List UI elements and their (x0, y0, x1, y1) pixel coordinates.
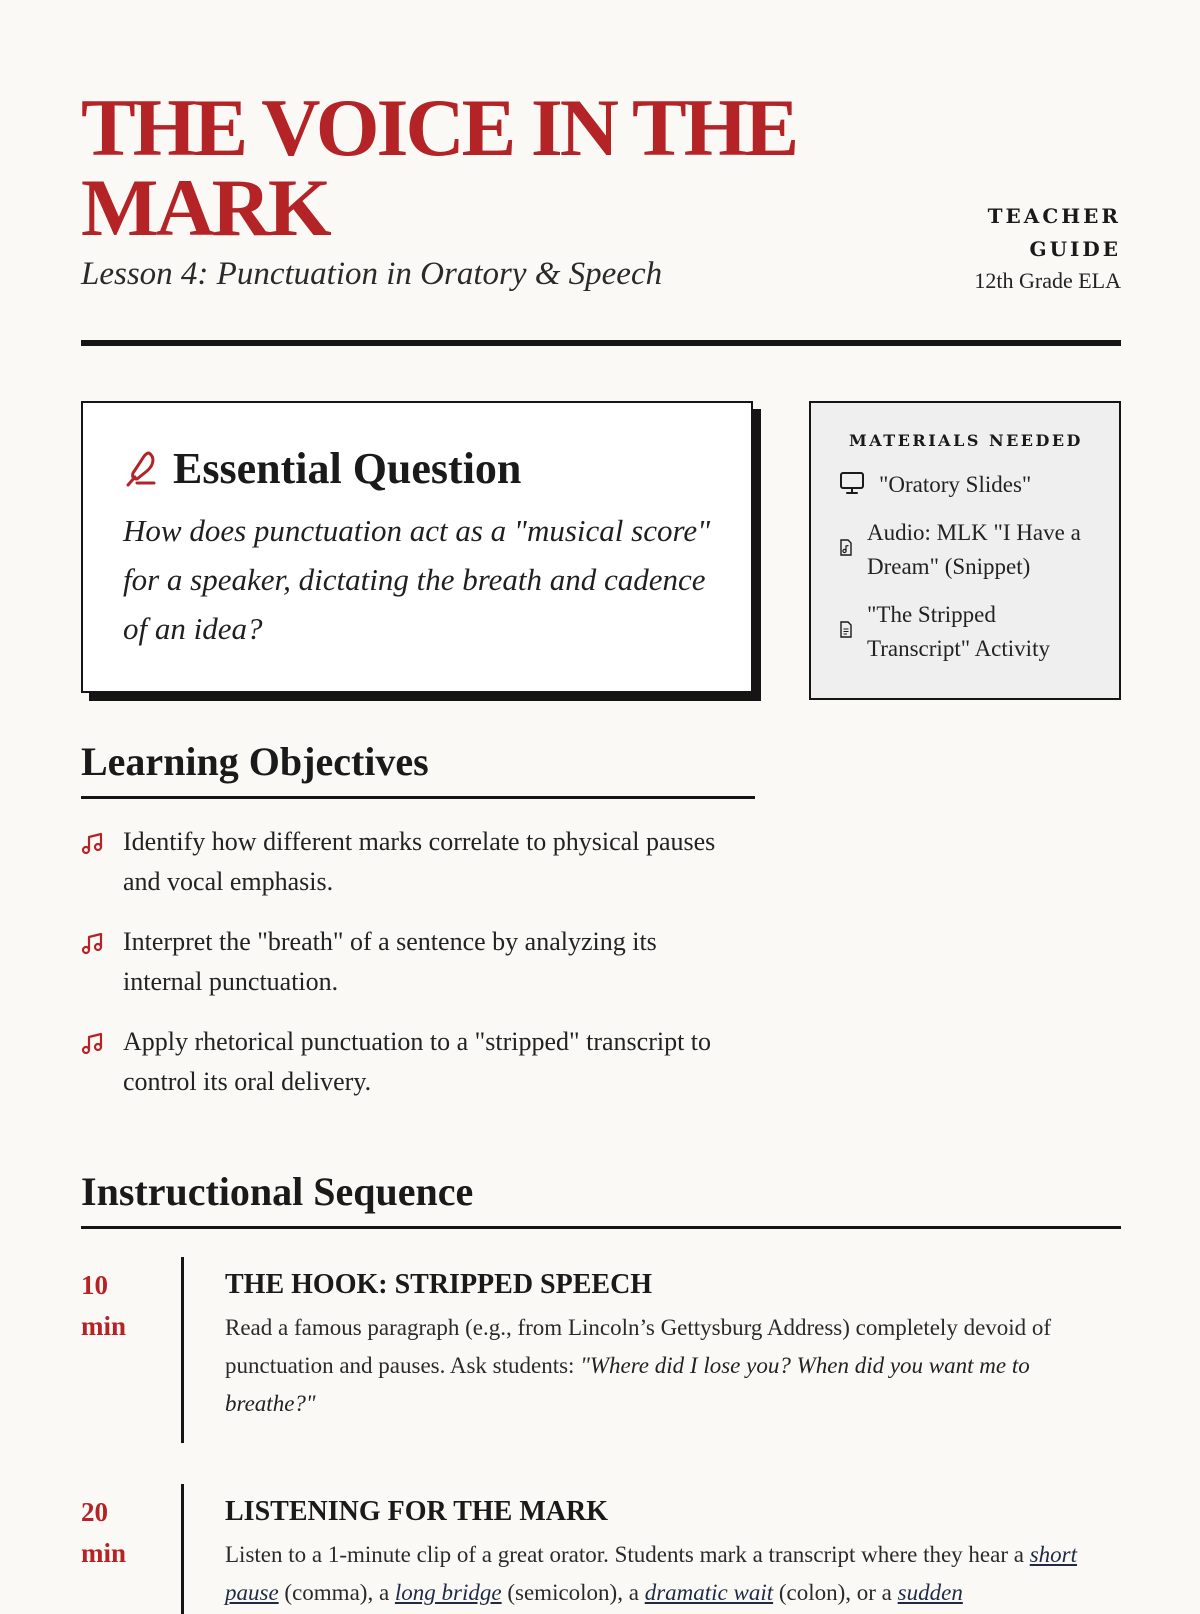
objectives-divider (81, 796, 755, 799)
guide-block (971, 200, 1121, 296)
essential-question-title: Essential Question (173, 444, 522, 493)
step-quote: "Where did I lose you? When did you want me to breathe?" (225, 1353, 1030, 1416)
grade-label: 12th Grade ELA (974, 268, 1121, 293)
mark-comma: (comma), a (278, 1580, 395, 1605)
material-label: "The Stripped Transcript" Activity (867, 602, 1050, 661)
step-text-lead: Listen to a 1-minute clip of a great orator. Students mark a transcript where they hear a (225, 1542, 1030, 1567)
step-duration-value: 20 (81, 1497, 108, 1527)
step-timeline-bar (181, 1484, 184, 1614)
essential-question-text: How does punctuation act as a "musical score" for a speaker, dictating the breath and cadence of an idea? (123, 513, 711, 646)
materials-heading: MATERIALS NEEDED (849, 431, 1083, 450)
step-duration (81, 1265, 161, 1347)
step-duration-value: 10 (81, 1270, 108, 1300)
mark-colon: (colon), or a (773, 1580, 898, 1605)
step-body (225, 1492, 1121, 1612)
step-duration (81, 1492, 161, 1574)
term-long-bridge: long bridge (394, 1580, 502, 1605)
step-description (225, 1536, 1121, 1612)
material-label: "Oratory Slides" (879, 472, 1032, 497)
step-title: LISTENING FOR THE MARK (225, 1496, 608, 1527)
document-icon (839, 621, 853, 643)
material-label: Audio: MLK "I Have a Dream" (Snippet) (867, 520, 1081, 579)
term-dramatic-wait: dramatic wait (644, 1580, 774, 1605)
audio-file-icon (839, 539, 853, 561)
step-duration-unit: min (81, 1311, 127, 1341)
step-timeline-bar (181, 1257, 184, 1443)
sequence-heading: Instructional Sequence (81, 1169, 474, 1214)
lesson-subtitle: Lesson 4: Punctuation in Oratory & Speech (81, 256, 663, 292)
term-short-pause: short pause (225, 1542, 1078, 1605)
quill-icon (123, 449, 159, 489)
music-note-icon (81, 1032, 105, 1058)
objectives-list (81, 822, 741, 1122)
step-description (225, 1309, 1121, 1423)
guide-label: TEACHER GUIDE (987, 204, 1121, 261)
lesson-page (81, 0, 1121, 1605)
sequence-step-listening (81, 1484, 1121, 1614)
music-note-icon (81, 932, 105, 958)
objectives-heading: Learning Objectives (81, 739, 429, 784)
materials-box (809, 401, 1121, 700)
essential-question-card (81, 401, 753, 693)
term-sudden: sudden (897, 1580, 963, 1605)
material-item (839, 516, 1093, 584)
objective-item (81, 822, 741, 902)
page-title: THE VOICE IN THE MARK (81, 82, 797, 253)
step-body (225, 1265, 1121, 1423)
step-text-lead: Read a famous paragraph (e.g., from Lincoln’s Gettysburg Address) completely devoid of punctuation and pauses. Ask students: (225, 1315, 1052, 1378)
essential-question-header (123, 443, 711, 494)
material-item (839, 598, 1093, 666)
objective-text: Identify how different marks correlate to physical pauses and vocal emphasis. (123, 827, 716, 896)
materials-list (839, 468, 1093, 666)
music-note-icon (81, 832, 105, 858)
step-duration-unit: min (81, 1538, 127, 1568)
objective-item (81, 1022, 741, 1102)
step-title: THE HOOK: STRIPPED SPEECH (225, 1269, 653, 1300)
sequence-divider (81, 1226, 1121, 1229)
monitor-icon (839, 471, 865, 499)
material-item (839, 468, 1093, 502)
objective-text: Apply rhetorical punctuation to a "stripped" transcript to control its oral delivery. (123, 1027, 712, 1096)
header-divider (81, 340, 1121, 346)
objective-text: Interpret the "breath" of a sentence by analyzing its internal punctuation. (123, 927, 657, 996)
mark-semicolon: (semicolon), a (501, 1580, 645, 1605)
objective-item (81, 922, 741, 1002)
sequence-step-hook (81, 1257, 1121, 1443)
